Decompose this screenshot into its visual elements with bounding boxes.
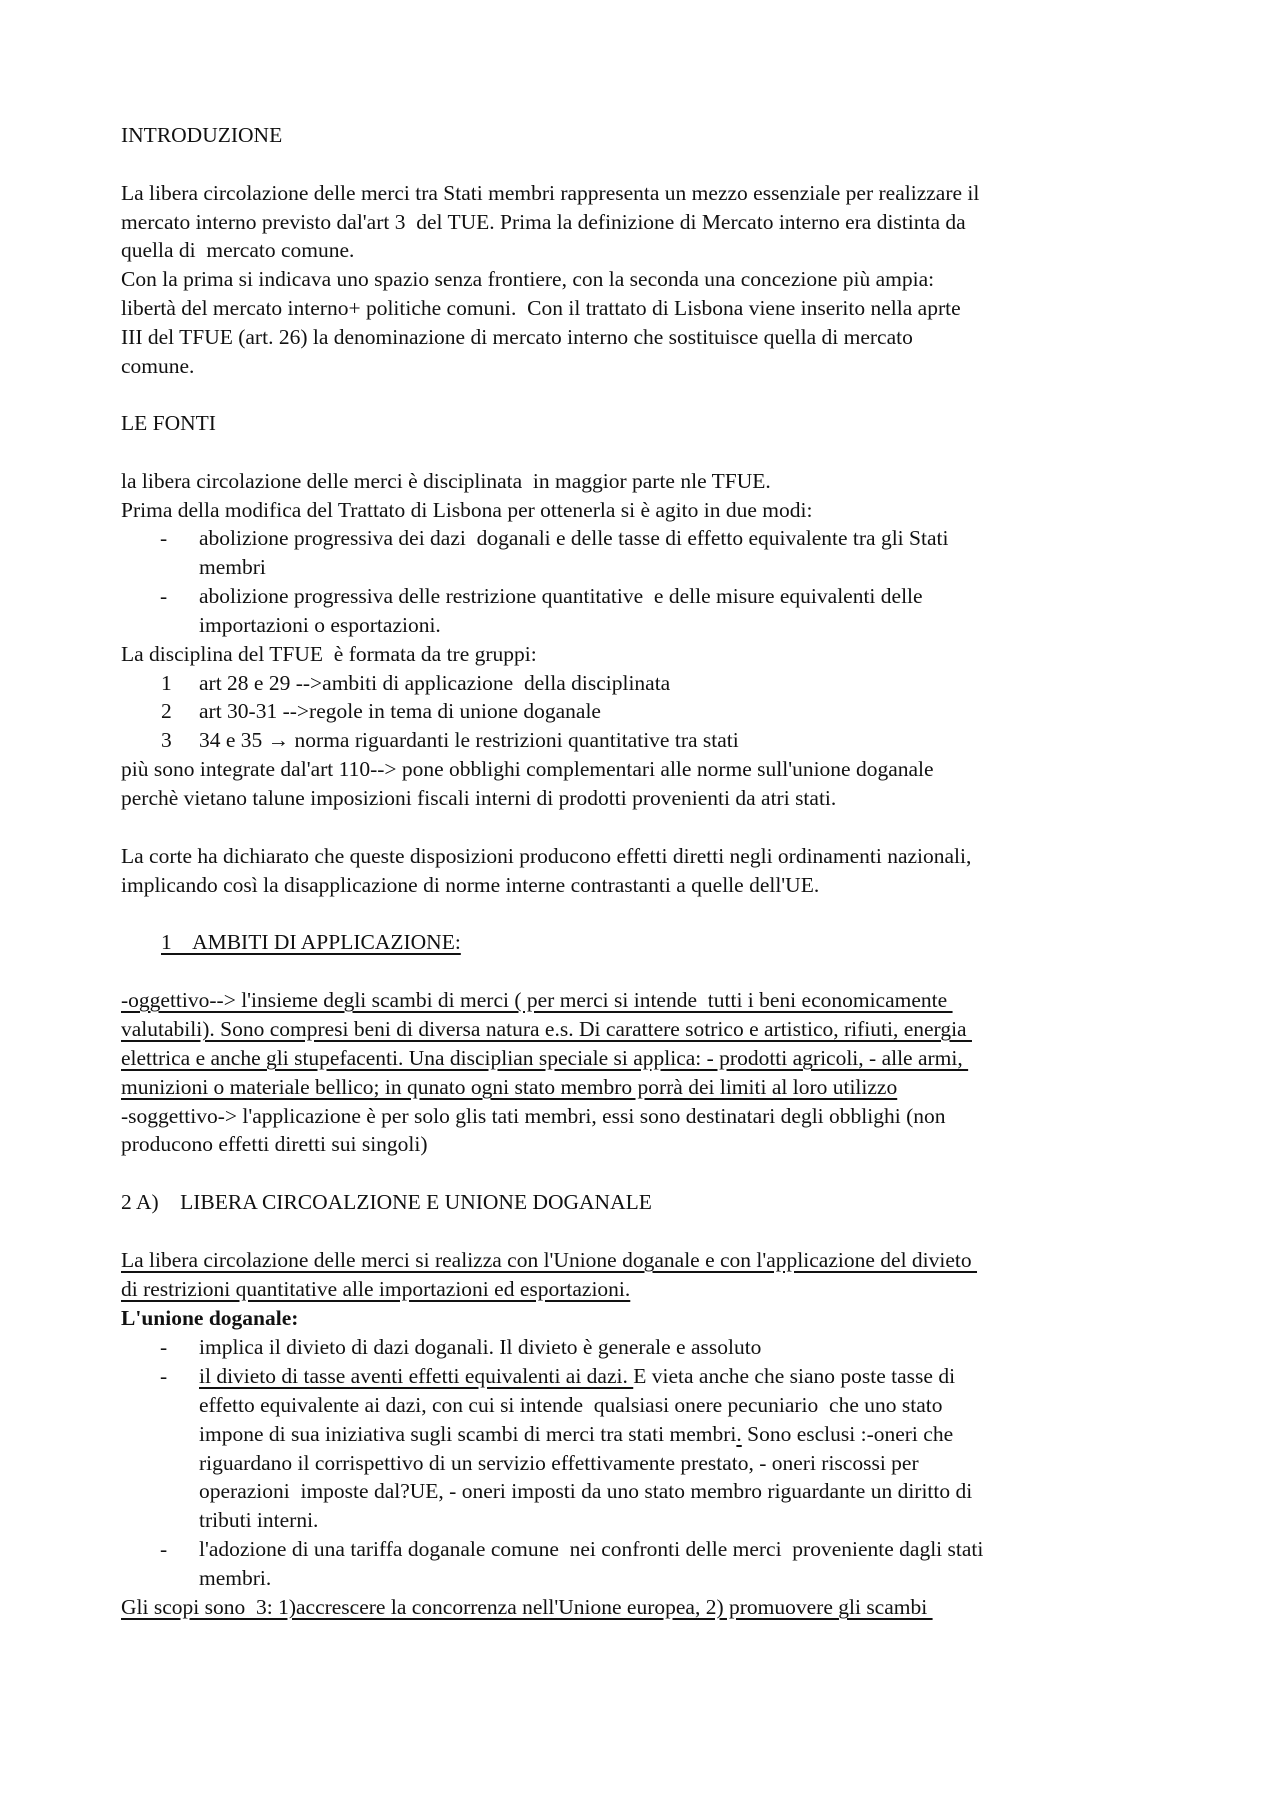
fonti-bullet-2a: abolizione progressiva delle restrizione quantitative e delle misure equivalenti delle [199,584,923,608]
group-number: 1 [161,671,172,695]
unione-bullet-2b: effetto equivalente ai dazi, con cui si intende qualsiasi onere pecuniario che uno stato [199,1393,943,1417]
group-item-1: art 28 e 29 -->ambiti di applicazione della disciplinata [199,671,671,695]
fonti-line-7: implicando così la disapplicazione di norme interne contrastanti a quelle dell'UE. [121,873,820,897]
unione-scopi-line: Gli scopi sono 3: 1)accrescere la concorrenza nell'Unione europea, 2) promuovere gli scambi [121,1595,933,1619]
unione-line-1: La libera circolazione delle merci si realizza con l'Unione doganale e con l'applicazione del divieto [121,1248,978,1272]
bullet-dash: - [160,1537,168,1561]
intro-line-3: quella di mercato comune. [121,238,355,262]
intro-line-4: Con la prima si indicava uno spazio senza frontiere, con la seconda una concezione più ampia: [121,267,935,291]
unione-bullet-2c-rest: Sono esclusi :-oneri che [741,1422,954,1446]
unione-line-2: di restrizioni quantitative alle importazioni ed esportazioni. [121,1277,631,1301]
group-item-3: 34 e 35 → norma riguardanti le restrizioni quantitative tra stati [199,728,739,752]
unione-bullet-2d: riguardano il corrispettivo di un servizio effettivamente prestato, - oneri riscossi per [199,1451,919,1475]
fonti-heading: LE FONTI [121,411,216,435]
unione-bullet-3b: membri. [199,1566,272,1590]
ambiti-soggettivo-1: -soggettivo-> l'applicazione è per solo glis tati membri, essi sono destinatari degli obblighi (non [121,1104,946,1128]
ambiti-line-2: valutabili). Sono compresi beni di diversa natura e.s. Di carattere sotrico e artistico, rifiuti, energia [121,1017,972,1041]
fonti-line-2: Prima della modifica del Trattato di Lisbona per ottenerla si è agito in due modi: [121,498,813,522]
intro-line-7: comune. [121,354,195,378]
bullet-dash: - [160,1364,168,1388]
unione-bullet-2c-dot: . [736,1422,742,1446]
unione-bullet-3a: l'adozione di una tariffa doganale comune nei confronti delle merci proveniente dagli stati [199,1537,984,1561]
fonti-line-6: La corte ha dichiarato che queste disposizioni producono effetti diretti negli ordinamenti nazionali, [121,844,972,868]
fonti-line-3: La disciplina del TFUE è formata da tre gruppi: [121,642,537,666]
group-number: 2 [161,699,172,723]
unione-bullet-2c-text: impone di sua iniziativa sugli scambi di merci tra stati membri [199,1422,737,1446]
ambiti-line-3: elettrica e anche gli stupefacenti. Una disciplian speciale si applica: - prodotti agricoli, - alle armi, [121,1046,969,1070]
fonti-line-4: più sono integrate dal'art 110--> pone obblighi complementari alle norme sull'unione doganale [121,757,934,781]
ambiti-soggettivo-2: producono effetti diretti sui singoli) [121,1132,428,1156]
unione-bullet-2-rest: E vieta anche che siano poste tasse di [633,1364,956,1388]
unione-bullet-2e: operazioni imposte dal?UE, - oneri imposti da uno stato membro riguardante un diritto di [199,1479,973,1503]
intro-line-2: mercato interno previsto dal'art 3 del TUE. Prima la definizione di Mercato interno era distinta da [121,210,966,234]
intro-line-6: III del TFUE (art. 26) la denominazione di mercato interno che sostituisce quella di mercato [121,325,913,349]
unione-bullet-2-underlined: il divieto di tasse aventi effetti equivalenti ai dazi. [199,1364,634,1388]
group-item-2: art 30-31 -->regole in tema di unione doganale [199,699,601,723]
intro-line-1: La libera circolazione delle merci tra Stati membri rappresenta un mezzo essenziale per realizzare il [121,181,980,205]
intro-heading: INTRODUZIONE [121,123,283,147]
fonti-bullet-2b: importazioni o esportazioni. [199,613,441,637]
unione-bold-label: L'unione doganale: [121,1306,299,1330]
ambiti-heading: 1 AMBITI DI APPLICAZIONE: [161,930,461,954]
unione-bullet-2c [199,1424,953,1446]
unione-heading: 2 A) LIBERA CIRCOALZIONE E UNIONE DOGANALE [121,1190,652,1214]
group-number: 3 [161,728,172,752]
fonti-bullet-1a: abolizione progressiva dei dazi doganali e delle tasse di effetto equivalente tra gli Stati [199,526,949,550]
unione-bullet-2f: tributi interni. [199,1508,319,1532]
bullet-dash: - [160,526,168,550]
bullet-dash: - [160,1335,168,1359]
fonti-line-5: perchè vietano talune imposizioni fiscali interni di prodotti provenienti da atri stati. [121,786,837,810]
fonti-bullet-1b: membri [199,555,266,579]
ambiti-line-1: -oggettivo--> l'insieme degli scambi di merci ( per merci si intende tutti i beni economicamente [121,988,953,1012]
intro-line-5: libertà del mercato interno+ politiche comuni. Con il trattato di Lisbona viene inserito nella aprte [121,296,961,320]
unione-bullet-1: implica il divieto di dazi doganali. Il divieto è generale e assoluto [199,1335,762,1359]
ambiti-line-4: munizioni o materiale bellico; in qunato ogni stato membro porrà dei limiti al loro utilizzo [121,1075,898,1099]
bullet-dash: - [160,584,168,608]
unione-bullet-2a [199,1366,955,1388]
fonti-line-1: la libera circolazione delle merci è disciplinata in maggior parte nle TFUE. [121,469,771,493]
